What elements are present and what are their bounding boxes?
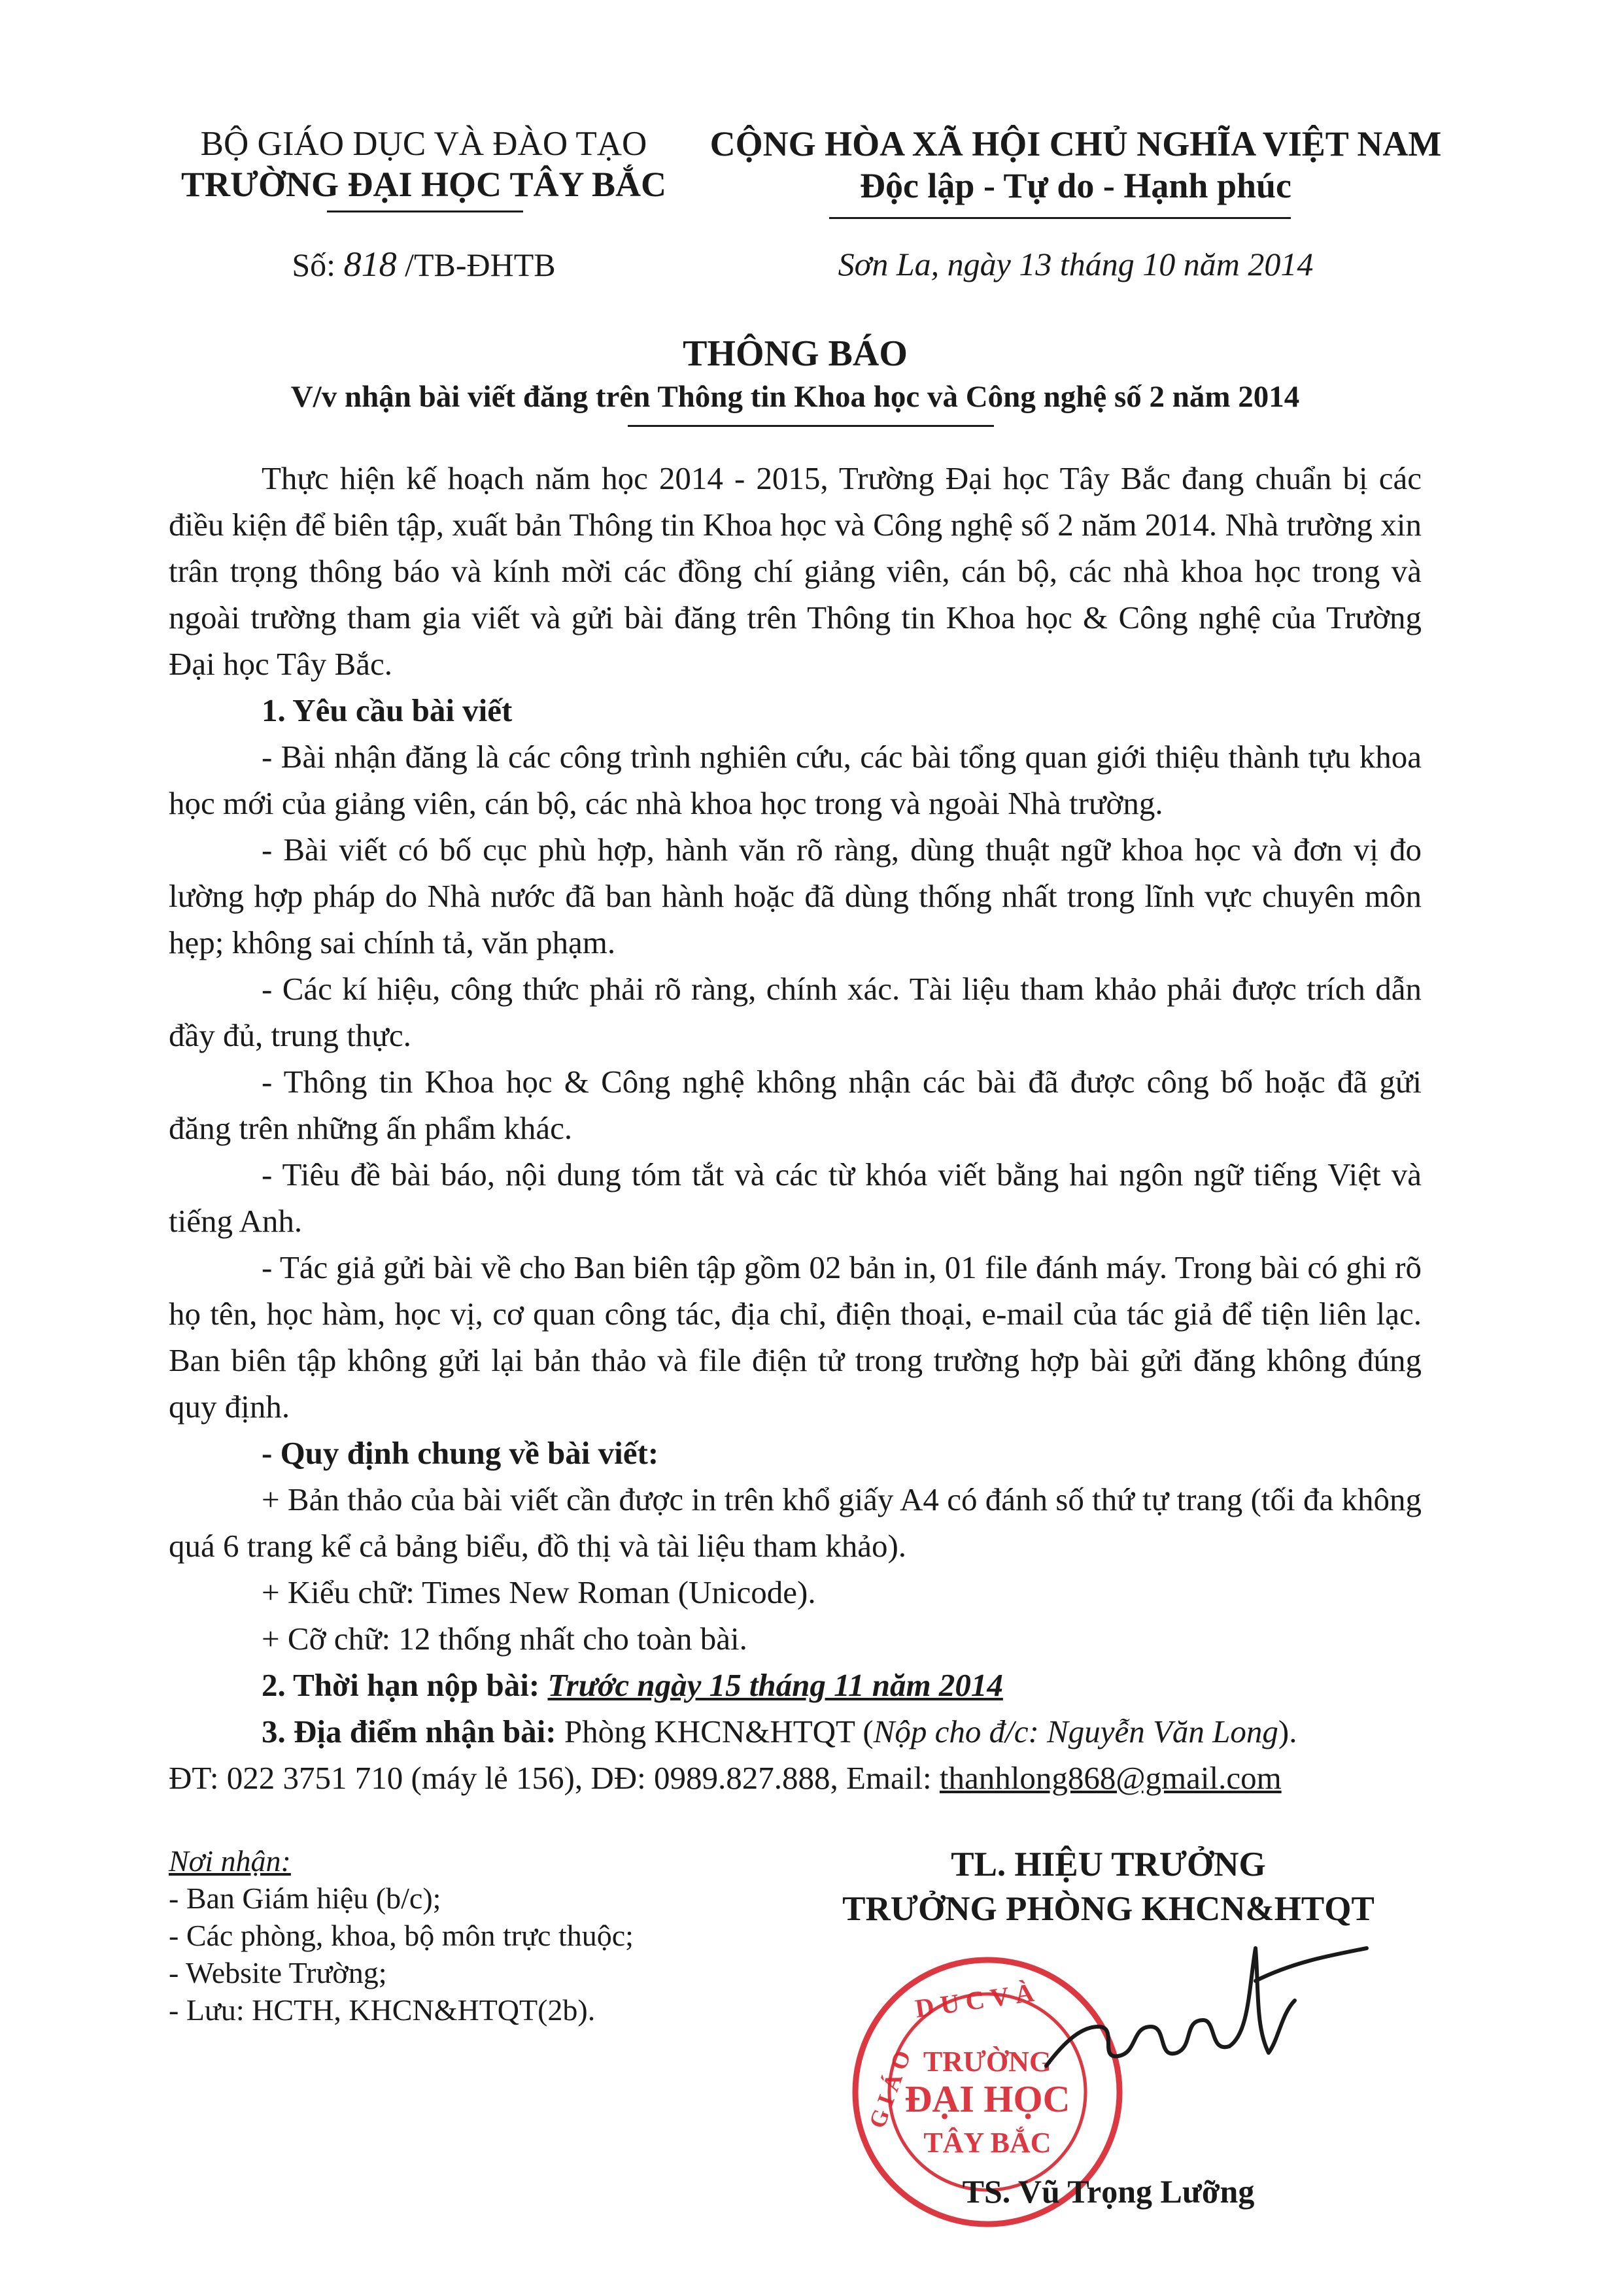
motto: Độc lập - Tự do - Hạnh phúc — [859, 166, 1292, 205]
handwritten-signature — [1020, 1929, 1373, 2085]
general-rule-item: + Bản thảo của bài viết cần được in trên khổ giấy A4 có đánh số thứ tự trang (tối đa không quá 6 trang kể cả bảng biểu, đồ thị và tài liệu tham khảo). — [169, 1481, 1422, 1564]
date-place: Sơn La, ngày — [838, 246, 1011, 282]
section-3-label: 3. Địa điểm nhận bài: — [262, 1714, 556, 1749]
recipients-block — [169, 1842, 757, 2029]
deadline-value: Trước ngày 15 tháng 11 năm 2014 — [547, 1667, 1003, 1703]
svg-text:ĐẠI HỌC: ĐẠI HỌC — [904, 2078, 1070, 2120]
section-3-location — [169, 1708, 1422, 1755]
svg-text:TÂY BẮC: TÂY BẮC — [923, 2127, 1051, 2159]
date-month: 10 — [1142, 246, 1176, 282]
motto-underline — [829, 217, 1291, 219]
section-2-label: 2. Thời hạn nộp bài: — [262, 1667, 540, 1703]
signer-name: TS. Vũ Trọng Lưỡng — [962, 2173, 1255, 2210]
university-name: TRƯỜNG ĐẠI HỌC TÂY BẮC — [180, 165, 667, 204]
recipient-item: - Website Trường; — [169, 1956, 387, 1989]
document-title: THÔNG BÁO — [683, 333, 908, 374]
recipient-item: - Các phòng, khoa, bộ môn trực thuộc; — [169, 1919, 634, 1952]
signature-title-1: TL. HIỆU TRƯỞNG — [951, 1846, 1266, 1883]
recipient-item: - Lưu: HCTH, KHCN&HTQT(2b). — [169, 1993, 596, 2027]
date-day: 13 — [1019, 246, 1052, 282]
header-left-underline — [327, 211, 523, 212]
requirement-item: - Thông tin Khoa học & Công nghệ không nhận các bài đã được công bố hoặc đã gửi đăng trên những ấn phẩm khác. — [169, 1064, 1422, 1146]
general-rule-item: + Kiểu chữ: Times New Roman (Unicode). — [262, 1574, 816, 1610]
contact-email-link[interactable]: thanhlong868@gmail.com — [939, 1760, 1282, 1796]
intro-paragraph: Thực hiện kế hoạch năm học 2014 - 2015, Trường Đại học Tây Bắc đang chuẩn bị các điều kiện để biên tập, xuất bản Thông tin Khoa học và Công nghệ số 2 năm 2014. Nhà trường xin trân trọng thông báo và kính mời các đồng chí giảng viên, cán bộ, các nhà khoa học trong và ngoài trường tham gia viết và gửi bài đăng trên Thông tin Khoa học & Công nghệ của Trường Đại học Tây Bắc. — [169, 460, 1422, 682]
general-rule-item: + Cỡ chữ: 12 thống nhất cho toàn bài. — [262, 1621, 747, 1657]
doc-number-handwritten: 818 — [343, 245, 397, 284]
contact-line — [169, 1755, 1422, 1801]
recipient-item: - Ban Giám hiệu (b/c); — [169, 1882, 441, 1915]
date-line — [706, 243, 1445, 285]
title-underline — [628, 425, 994, 427]
doc-number-suffix: /TB-ĐHTB — [405, 246, 556, 283]
requirement-item: - Tiêu đề bài báo, nội dung tóm tắt và các từ khóa viết bằng hai ngôn ngữ tiếng Việt và tiếng Anh. — [169, 1156, 1422, 1239]
requirement-item: - Bài viết có bố cục phù hợp, hành văn rõ ràng, dùng thuật ngữ khoa học và đơn vị đo lường hợp pháp do Nhà nước đã ban hành hoặc đã dùng thống nhất trong lĩnh vực chuyên môn hẹp; không sai chính tả, văn phạm. — [169, 832, 1422, 960]
document-subject: V/v nhận bài viết đăng trên Thông tin Khoa học và Công nghệ số 2 năm 2014 — [290, 380, 1300, 414]
signature-title-2: TRƯỞNG PHÒNG KHCN&HTQT — [842, 1890, 1375, 1928]
date-month-label: tháng — [1059, 246, 1135, 282]
recipients-label: Nơi nhận: — [169, 1844, 291, 1878]
doc-number-prefix: Số: — [292, 246, 336, 283]
country-name: CỘNG HÒA XÃ HỘI CHỦ NGHĨA VIỆT NAM — [709, 124, 1442, 163]
svg-text:D U C V À: D U C V À — [913, 1977, 1036, 2023]
section-3-note: Nộp cho đ/c: Nguyễn Văn Long — [873, 1714, 1278, 1749]
requirement-item: - Các kí hiệu, công thức phải rõ ràng, chính xác. Tài liệu tham khảo phải được trích dẫn đầy đủ, trung thực. — [169, 971, 1422, 1053]
general-rules-heading: - Quy định chung về bài viết: — [262, 1435, 659, 1471]
section-3-place: Phòng KHCN&HTQT ( — [564, 1714, 874, 1749]
requirement-item: - Tác giả gửi bài về cho Ban biên tập gồm 02 bản in, 01 file đánh máy. Trong bài có ghi rõ họ tên, học hàm, học vị, cơ quan công tác, địa chỉ, điện thoại, e-mail của tác giả để tiện liên lạc. Ban biên tập không gửi lại bản thảo và file điện tử trong trường hợp bài gửi đăng không đúng quy định. — [169, 1249, 1422, 1425]
svg-text:G I Á O: G I Á O — [863, 2047, 916, 2132]
section-1-heading: 1. Yêu cầu bài viết — [262, 692, 513, 728]
document-number — [169, 243, 679, 286]
ministry-name: BỘ GIÁO DỤC VÀ ĐÀO TẠO — [200, 125, 647, 163]
requirement-item: - Bài nhận đăng là các công trình nghiên cứu, các bài tổng quan giới thiệu thành tựu khoa học mới của giảng viên, cán bộ, các nhà khoa học trong và ngoài Nhà trường. — [169, 739, 1422, 821]
section-3-close: ). — [1278, 1714, 1297, 1749]
section-2-deadline — [169, 1662, 1422, 1708]
svg-text:TRƯỜNG: TRƯỜNG — [923, 2046, 1052, 2078]
date-year: năm 2014 — [1183, 246, 1314, 282]
contact-text: ĐT: 022 3751 710 (máy lẻ 156), DĐ: 0989.827.888, Email: — [169, 1760, 940, 1796]
recipients-label-text: Nơi nhận — [169, 1844, 281, 1878]
document-body — [169, 455, 1422, 1801]
